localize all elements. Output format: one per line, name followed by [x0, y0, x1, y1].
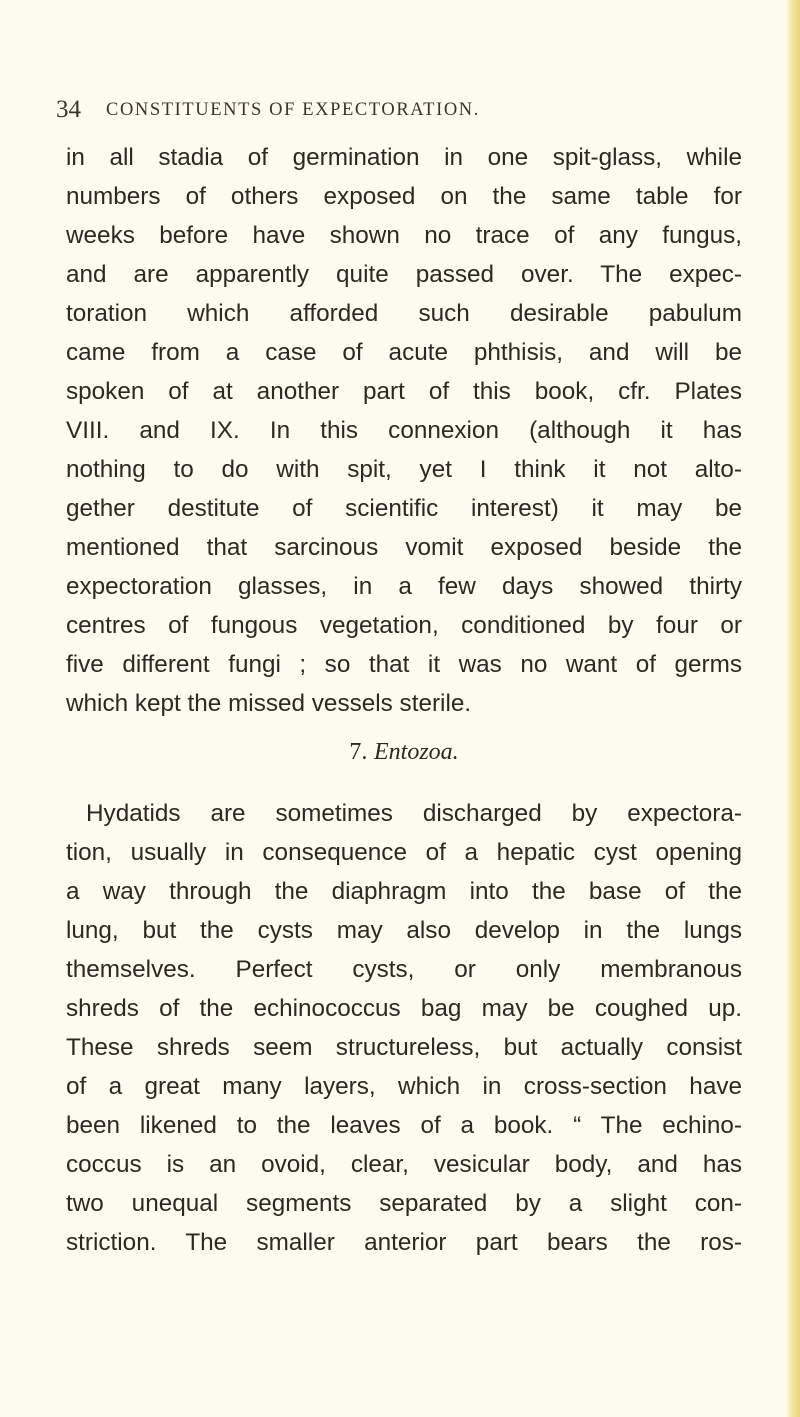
text-line: numbers of others exposed on the same table for: [66, 183, 742, 210]
text-line: tion, usually in consequence of a hepatic cyst opening: [66, 839, 742, 866]
text-line: weeks before have shown no trace of any fungus,: [66, 222, 742, 249]
text-line: in all stadia of germination in one spit-glass, while: [66, 144, 742, 171]
section-title: Entozoa.: [374, 739, 459, 765]
text-line: Hydatids are sometimes discharged by expectora-: [86, 800, 742, 827]
text-line: nothing to do with spit, yet I think it not alto-: [66, 456, 742, 483]
text-line: striction. The smaller anterior part bears the ros-: [66, 1229, 742, 1256]
text-line: spoken of at another part of this book, cfr. Plates: [66, 378, 742, 405]
section-number: 7.: [349, 739, 368, 765]
text-line: mentioned that sarcinous vomit exposed beside the: [66, 534, 742, 561]
text-line: centres of fungous vegetation, conditioned by four or: [66, 612, 742, 639]
text-line: came from a case of acute phthisis, and will be: [66, 339, 742, 366]
page-header: [56, 96, 736, 136]
text-line: a way through the diaphragm into the base of the: [66, 878, 742, 905]
paragraph-germination: [66, 138, 742, 723]
text-line: been likened to the leaves of a book. “ The echino-: [66, 1112, 742, 1139]
text-line: lung, but the cysts may also develop in the lungs: [66, 917, 742, 944]
text-line: and are apparently quite passed over. The expec-: [66, 261, 742, 288]
text-line: of a great many layers, which in cross-section have: [66, 1073, 742, 1100]
text-line: coccus is an ovoid, clear, vesicular body, and has: [66, 1151, 742, 1178]
running-head: CONSTITUENTS OF EXPECTORATION.: [106, 100, 480, 120]
text-line: These shreds seem structureless, but actually consist: [66, 1034, 742, 1061]
text-line: toration which afforded such desirable pabulum: [66, 300, 742, 327]
text-line: gether destitute of scientific interest) it may be: [66, 495, 742, 522]
text-line: VIII. and IX. In this connexion (although it has: [66, 417, 742, 444]
text-line: shreds of the echinococcus bag may be coughed up.: [66, 995, 742, 1022]
page-edge-shading: [786, 0, 800, 1417]
text-line: expectoration glasses, in a few days showed thirty: [66, 573, 742, 600]
page-number: 34: [56, 96, 81, 123]
text-line: themselves. Perfect cysts, or only membranous: [66, 956, 742, 983]
text-line: which kept the missed vessels sterile.: [66, 690, 472, 717]
section-heading: [66, 738, 742, 766]
paragraph-hydatids: [66, 794, 742, 1262]
text-line: two unequal segments separated by a slight con-: [66, 1190, 742, 1217]
text-line: five different fungi ; so that it was no want of germs: [66, 651, 742, 678]
